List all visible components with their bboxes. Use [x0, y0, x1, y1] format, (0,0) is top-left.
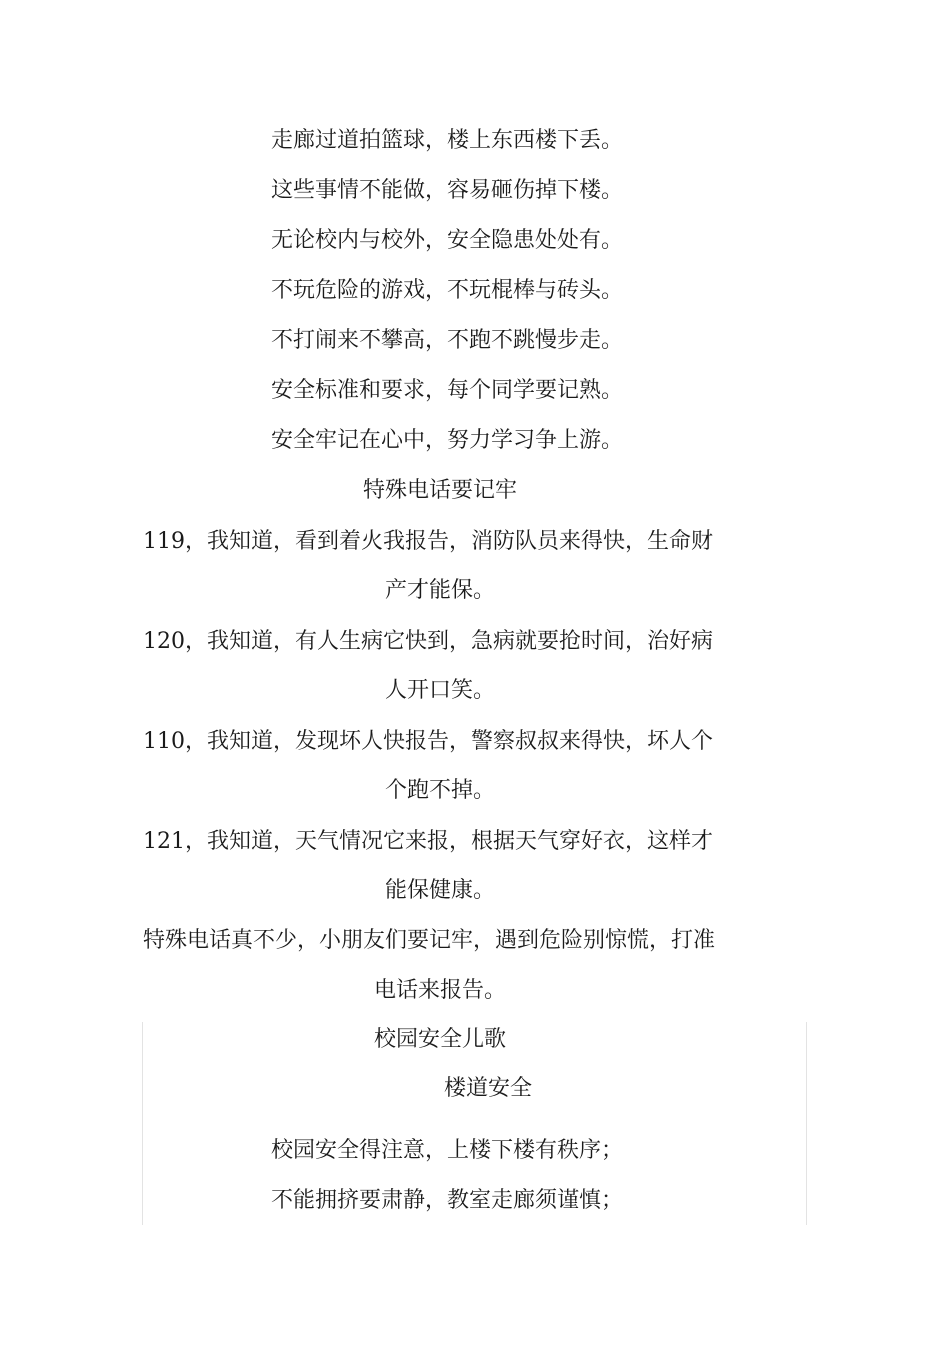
poem-line: 这些事情不能做，容易砸伤掉下楼。	[271, 178, 624, 203]
stanza-line: 能保健康。	[384, 878, 495, 903]
section-title: 校园安全儿歌	[373, 1027, 506, 1052]
poem-line: 无论校内与校外，安全隐患处处有。	[271, 228, 624, 253]
poem-line: 走廊过道拍篮球，楼上东西楼下丢。	[271, 128, 624, 153]
poem-line: 安全牢记在心中，努力学习争上游。	[271, 428, 624, 453]
poem-line: 不能拥挤要肃静，教室走廊须谨慎；	[271, 1188, 624, 1213]
section-title: 特殊电话要记牢	[362, 478, 517, 503]
stanza-line: 110，我知道，发现坏人快报告，警察叔叔来得快，坏人个	[143, 729, 713, 754]
poem-line: 不玩危险的游戏，不玩棍棒与砖头。	[271, 278, 624, 303]
poem-line: 校园安全得注意，上楼下楼有秩序；	[271, 1138, 624, 1163]
stanza-line: 电话来报告。	[373, 978, 506, 1003]
stanza-line: 119，我知道，看到着火我报告，消防队员来得快，生命财	[143, 529, 713, 554]
stanza-line: 人开口笑。	[384, 678, 495, 703]
stanza-line: 特殊电话真不少，小朋友们要记牢，遇到危险别惊慌，打准	[143, 928, 716, 953]
stanza-line: 120，我知道，有人生病它快到，急病就要抢时间，治好病	[143, 629, 713, 654]
stanza-line: 个跑不掉。	[384, 778, 495, 803]
poem-line: 安全标准和要求，每个同学要记熟。	[271, 378, 624, 403]
stanza-line: 121，我知道，天气情况它来报，根据天气穿好衣，这样才	[143, 829, 713, 854]
poem-line: 不打闹来不攀高，不跑不跳慢步走。	[271, 328, 624, 353]
section-subtitle: 楼道安全	[444, 1076, 533, 1101]
stanza-line: 产才能保。	[384, 578, 495, 603]
